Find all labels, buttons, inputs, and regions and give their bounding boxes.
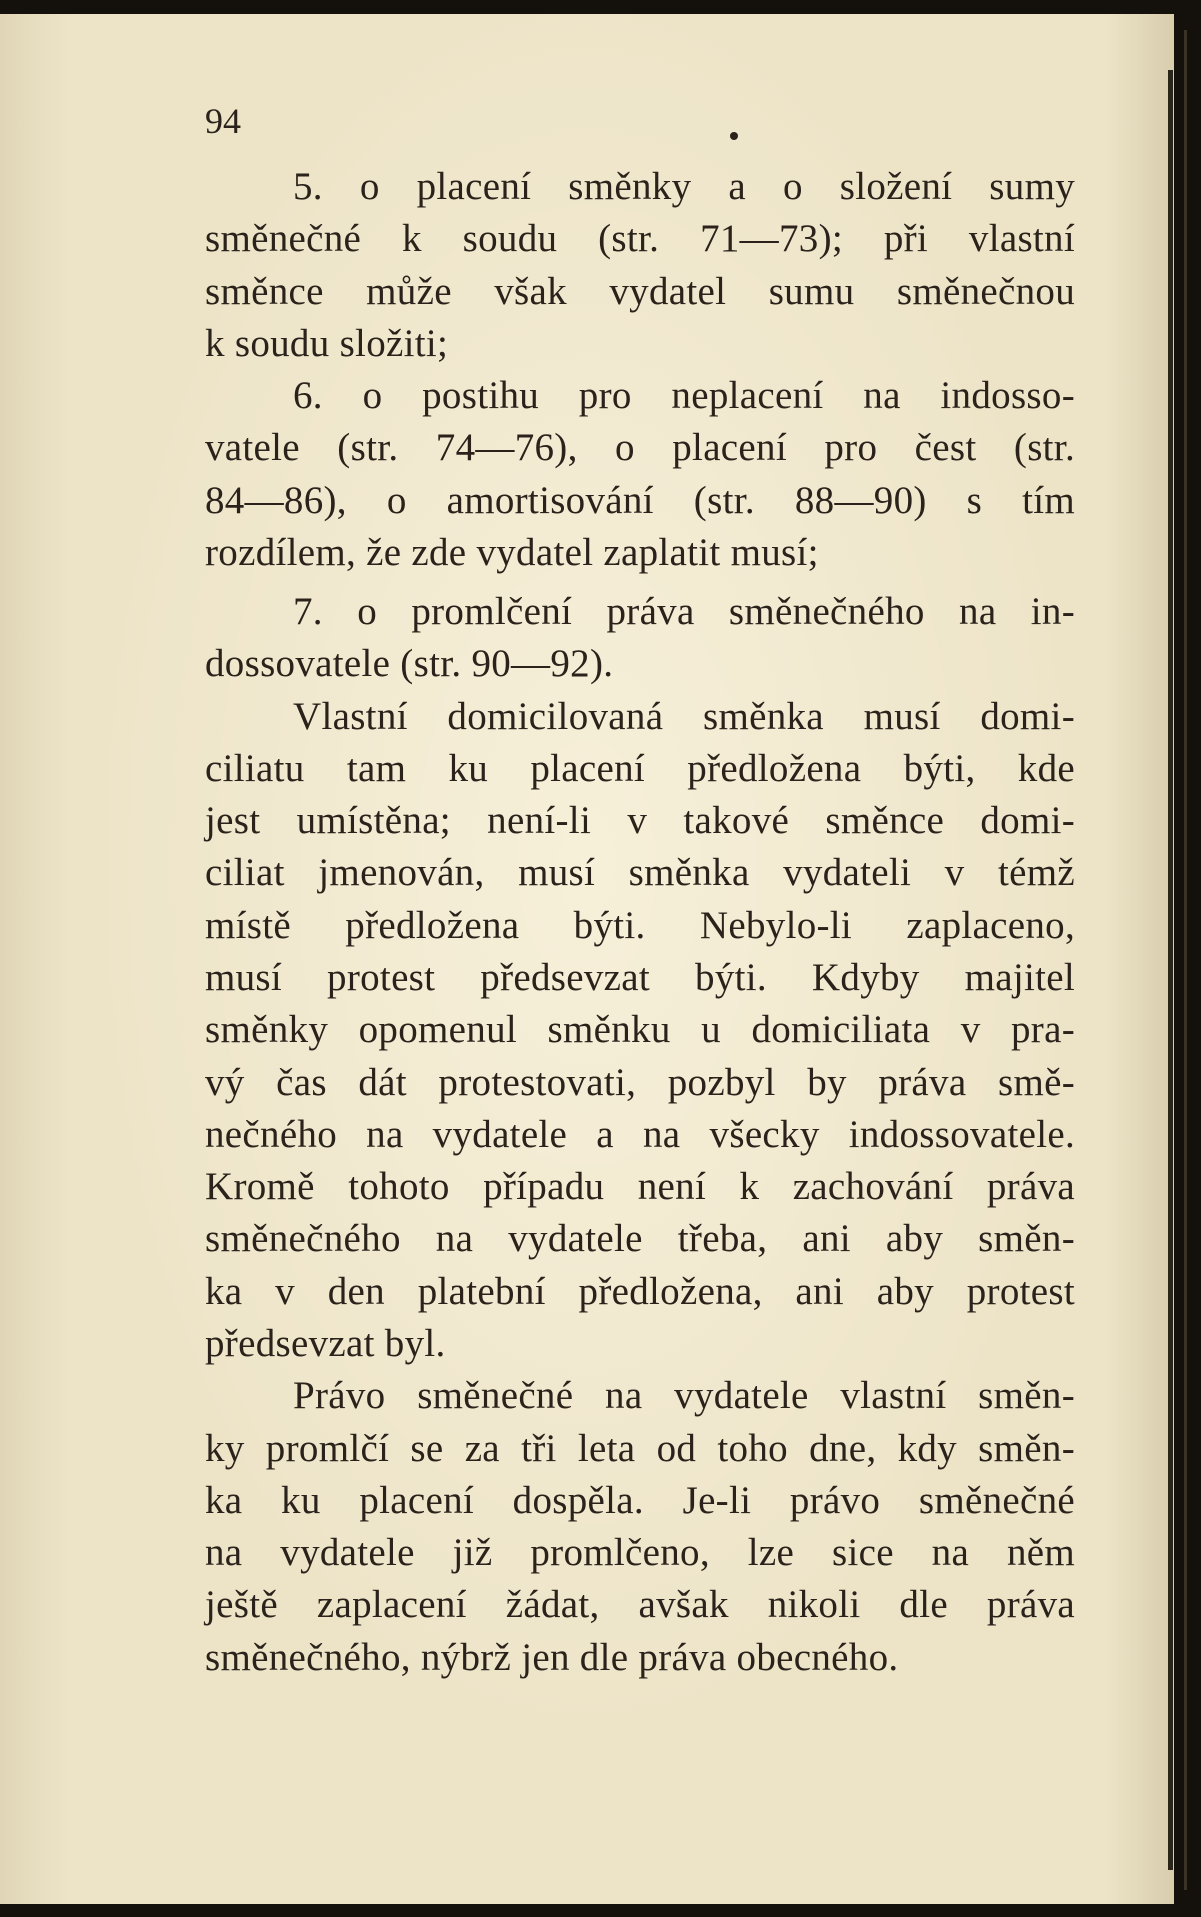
text-line: ky promlčí se za tři leta od toho dne, kdy směn- (205, 1427, 1075, 1470)
text-line: vatele (str. 74—76), o placení pro čest (str. (205, 426, 1075, 469)
text-line: jest umístěna; není-li v takové směnce domi- (205, 799, 1075, 842)
text-line: směnce může však vydatel sumu směnečnou (205, 270, 1075, 313)
text-line: na vydatele již promlčeno, lze sice na něm (205, 1531, 1075, 1574)
text-line: nečného na vydatele a na všecky indossovatele. (205, 1113, 1075, 1156)
text-line: ciliat jmenován, musí směnka vydateli v témž (205, 851, 1075, 894)
text-line: ještě zaplacení žádat, avšak nikoli dle práva (205, 1583, 1075, 1626)
text-line: 84—86), o amortisování (str. 88—90) s tím (205, 479, 1075, 522)
text-line: ka v den platební předložena, ani aby protest (205, 1270, 1075, 1313)
binding-edge (1168, 70, 1173, 1870)
page-sheet (0, 14, 1174, 1904)
text-line: směnečné k soudu (str. 71—73); při vlastní (205, 217, 1075, 260)
text-line: směnečného na vydatele třeba, ani aby směn- (205, 1217, 1075, 1260)
text-line: směnečného, nýbrž jen dle práva obecného. (205, 1636, 899, 1679)
text-line: ciliatu tam ku placení předložena býti, kde (205, 747, 1075, 790)
text-line: Právo směnečné na vydatele vlastní směn- (293, 1374, 1075, 1417)
text-line: Vlastní domicilovaná směnka musí domi- (293, 695, 1075, 738)
text-line: 5. o placení směnky a o složení sumy (293, 165, 1075, 208)
text-line: vý čas dát protestovati, pozbyl by práva smě- (205, 1061, 1075, 1104)
text-line: předsevzat byl. (205, 1322, 446, 1365)
text-line: dossovatele (str. 90—92). (205, 642, 614, 685)
text-line: místě předložena býti. Nebylo-li zaplaceno, (205, 904, 1075, 947)
binding-edge (1184, 30, 1187, 1890)
text-line: musí protest předsevzat býti. Kdyby majitel (205, 956, 1075, 999)
text-line: ka ku placení dospěla. Je-li právo směnečné (205, 1479, 1075, 1522)
text-line: k soudu složiti; (205, 322, 449, 365)
text-line: Kromě tohoto případu není k zachování práva (205, 1165, 1075, 1208)
page-number: 94 (205, 101, 241, 141)
text-line: směnky opomenul směnku u domiciliata v pra- (205, 1008, 1075, 1051)
text-line: 6. o postihu pro neplacení na indosso- (293, 374, 1075, 417)
text-line: 7. o promlčení práva směnečného na in- (293, 590, 1075, 633)
ink-speck (730, 132, 738, 140)
text-line: rozdílem, že zde vydatel zaplatit musí; (205, 531, 819, 574)
